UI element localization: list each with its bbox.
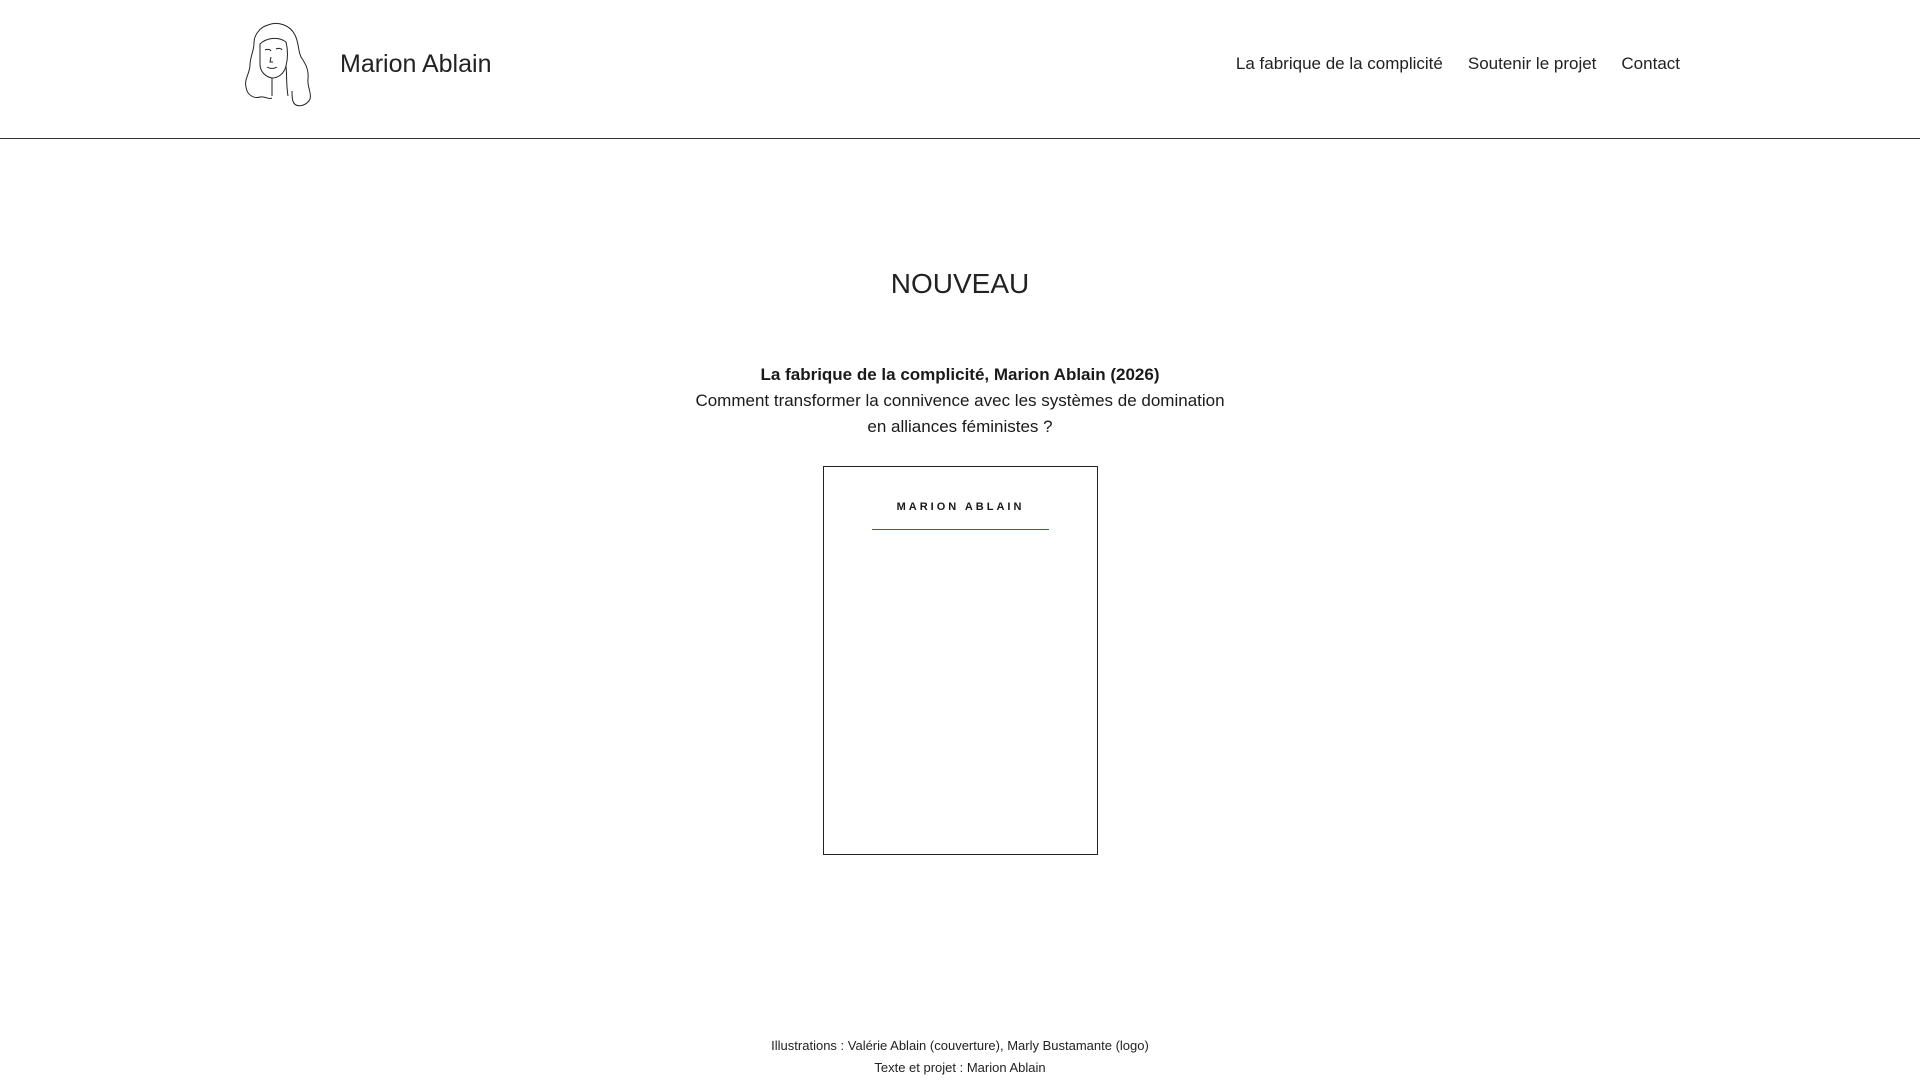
site-footer (0, 1035, 1920, 1079)
footer-credits-2: Texte et projet : Marion Ablain (874, 1060, 1046, 1075)
nav-contact[interactable]: Contact (1621, 54, 1680, 73)
book-description-1: Comment transformer la connivence avec les systèmes de domination (695, 391, 1225, 410)
main-nav (1236, 54, 1680, 74)
nav-soutenir[interactable]: Soutenir le projet (1467, 54, 1597, 73)
cover-divider (872, 529, 1049, 530)
book-title-link[interactable]: La fabrique de la complicité (760, 365, 985, 384)
cover-author: MARION ABLAIN (896, 501, 1025, 513)
site-header (0, 0, 1920, 139)
page-heading: NOUVEAU (890, 268, 1030, 299)
footer-credits-1: Illustrations : Valérie Ablain (couverture), Marly Bustamante (logo) (771, 1038, 1149, 1053)
portrait-logo-icon[interactable] (238, 22, 316, 108)
book-cover[interactable] (823, 466, 1098, 855)
nav-fabrique[interactable]: La fabrique de la complicité (1235, 54, 1443, 73)
book-intro (0, 362, 1920, 440)
site-name-link[interactable]: Marion Ablain (340, 50, 492, 78)
book-description-2: en alliances féministes ? (867, 417, 1053, 436)
book-meta: , Marion Ablain (2026) (984, 365, 1160, 384)
